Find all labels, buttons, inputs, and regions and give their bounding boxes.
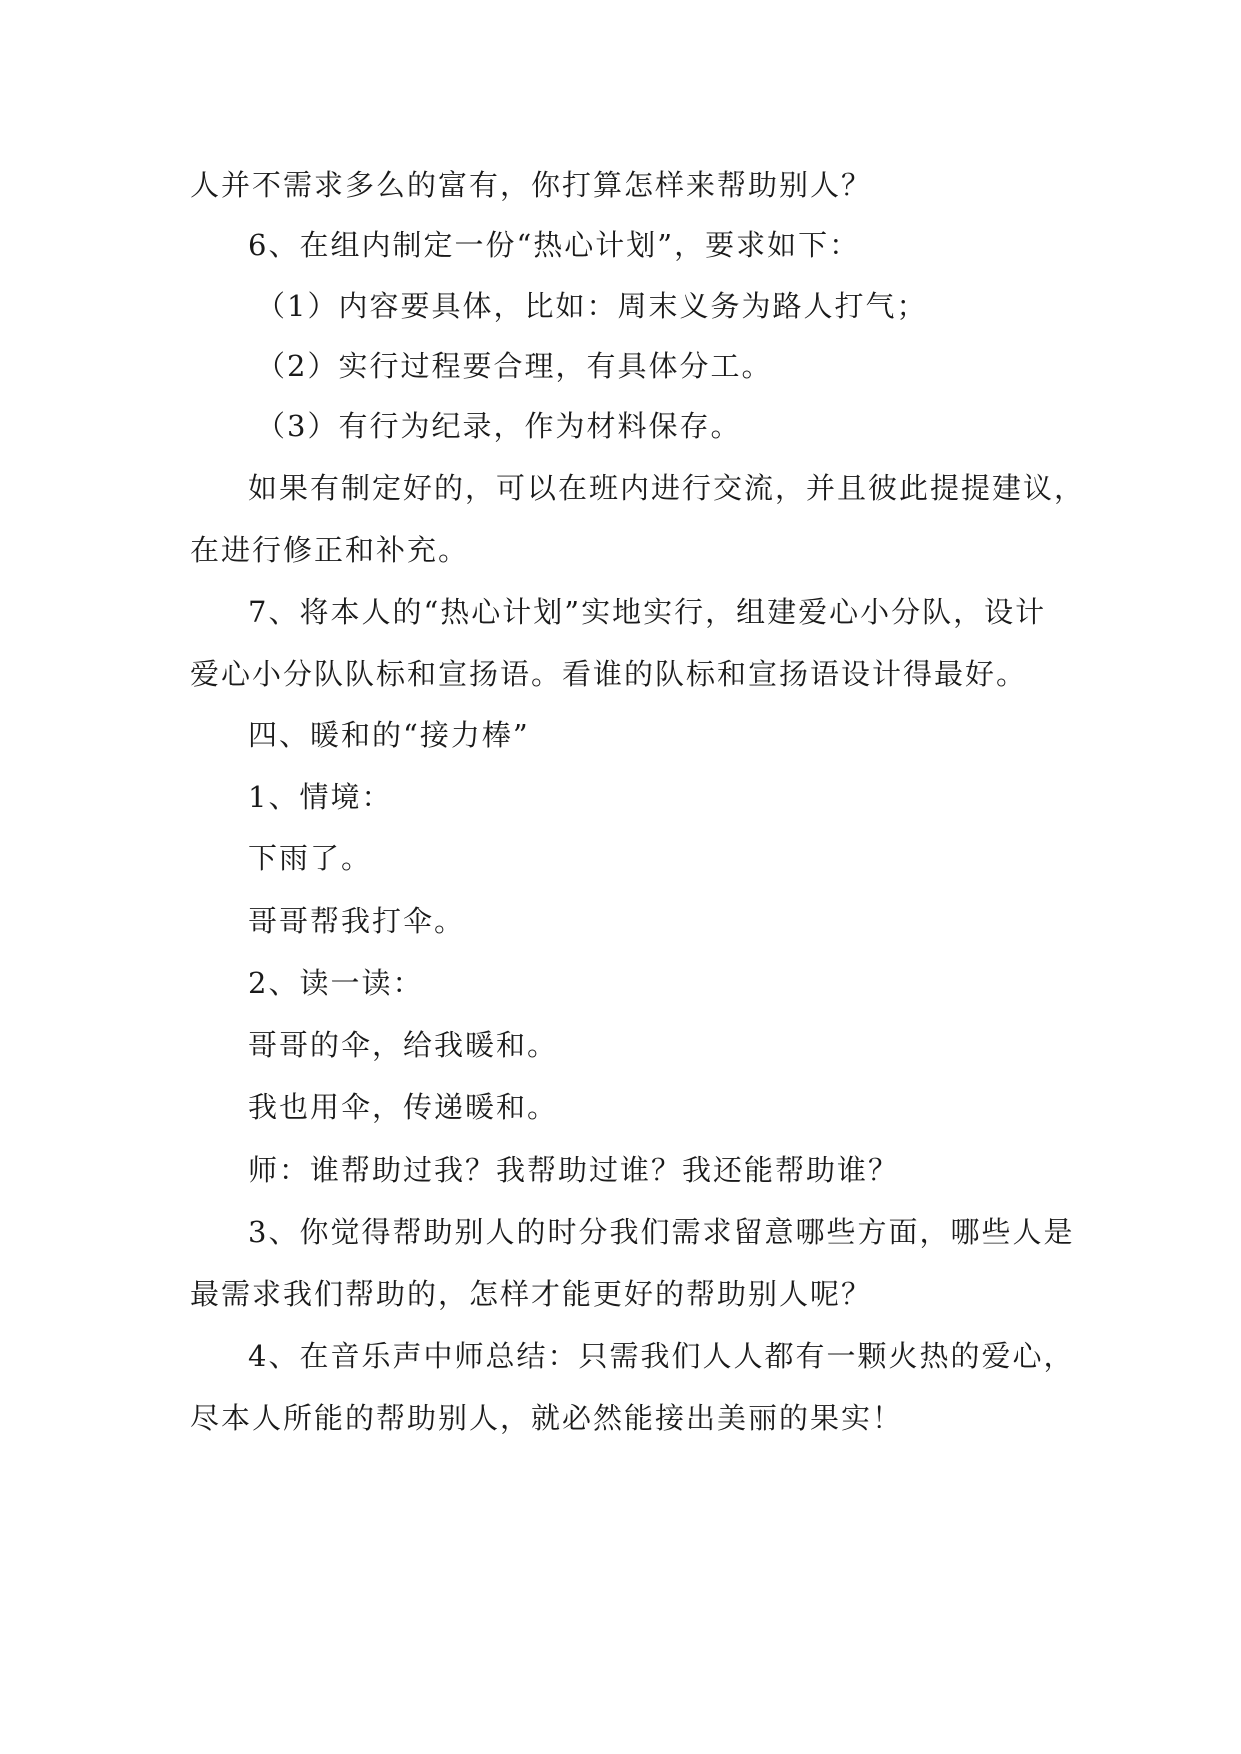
text-line: 我也用伞，传递暖和。 <box>248 1090 559 1124</box>
text-line: 最需求我们帮助的，怎样才能更好的帮助别人呢？ <box>190 1277 873 1311</box>
text-line: 爱心小分队队标和宣扬语。看谁的队标和宣扬语设计得最好。 <box>190 657 1028 691</box>
text-line: 7、将本人的“热心计划”实地实行，组建爱心小分队，设计 <box>248 595 1047 629</box>
text-line: 如果有制定好的，可以在班内进行交流，并且彼此提提建议， <box>248 471 1086 505</box>
text-line: （2）实行过程要合理，有具体分工。 <box>256 349 773 383</box>
text-line: 2、读一读： <box>248 966 424 1000</box>
text-line: （3）有行为纪录，作为材料保存。 <box>256 409 742 443</box>
text-line: 6、在组内制定一份“热心计划”，要求如下： <box>248 228 861 262</box>
text-line: 哥哥帮我打伞。 <box>248 904 466 938</box>
text-line: 哥哥的伞，给我暖和。 <box>248 1028 559 1062</box>
text-line: 师：谁帮助过我？我帮助过谁？我还能帮助谁？ <box>248 1153 900 1187</box>
text-line: 尽本人所能的帮助别人，就必然能接出美丽的果实！ <box>190 1401 904 1435</box>
text-line: 四、暖和的“接力棒” <box>248 718 530 752</box>
text-line: （1）内容要具体，比如：周末义务为路人打气； <box>256 289 928 323</box>
text-line: 下雨了。 <box>248 841 373 875</box>
text-line: 在进行修正和补充。 <box>190 533 470 567</box>
text-line: 人并不需求多么的富有，你打算怎样来帮助别人？ <box>190 168 873 202</box>
text-line: 3、你觉得帮助别人的时分我们需求留意哪些方面，哪些人是 <box>248 1215 1075 1249</box>
text-line: 4、在音乐声中师总结：只需我们人人都有一颗火热的爱心， <box>248 1339 1075 1373</box>
text-line: 1、情境： <box>248 780 393 814</box>
